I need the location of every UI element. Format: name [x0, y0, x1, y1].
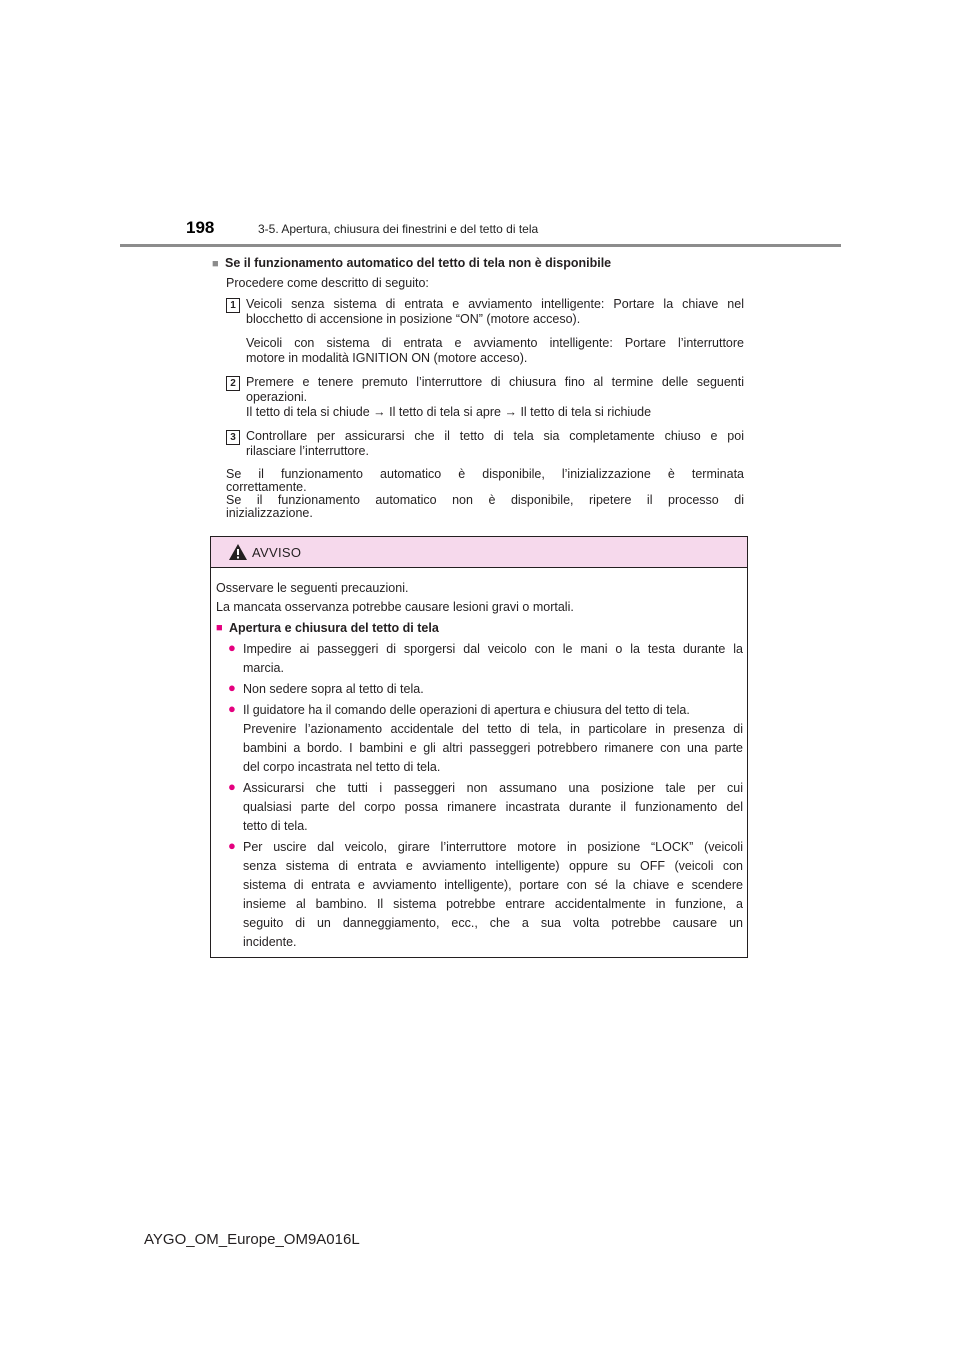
- warning-intro-1: Osservare le seguenti precauzioni.: [216, 581, 409, 595]
- square-bullet-icon: ■: [216, 622, 223, 634]
- step-1-text: [246, 297, 744, 327]
- bullet-dot-icon: ●: [228, 838, 236, 853]
- heading-text: Se il funzionamento automatico del tetto di tela non è disponibile: [225, 256, 612, 270]
- warning-header: [211, 537, 747, 568]
- warning-subheading: Apertura e chiusura del tetto di tela: [229, 621, 439, 635]
- bullet-4-line-3: tetto di tela.: [243, 819, 308, 833]
- step-1-line-1: Veicoli senza sistema di entrata e avviamento intelligente: Portare la chiave nel: [246, 297, 744, 311]
- step-2-text: [246, 375, 744, 420]
- page-number: 198: [186, 218, 215, 237]
- outro-line-4: inizializzazione.: [226, 506, 313, 520]
- section-title: 3-5. Apertura, chiusura dei finestrini e del tetto di tela: [258, 222, 539, 236]
- bullet-3-line-3: bambini a bordo. I bambini e gli altri passeggeri potrebbero rimanere con una parte: [243, 741, 743, 755]
- intro-text: Procedere come descritto di seguito:: [226, 276, 429, 290]
- step-3-line-2: rilasciare l’interruttore.: [246, 444, 369, 458]
- step-2-line-2: operazioni.: [246, 390, 308, 404]
- bullet-1-line-2: marcia.: [243, 661, 284, 675]
- warning-bullet-5: [243, 838, 743, 952]
- warning-bullet-4: [243, 779, 743, 836]
- step-1-alt-text: [246, 336, 744, 366]
- bullet-1-line-1: Impedire ai passeggeri di sporgersi dal veicolo con le mani o la testa durante la: [243, 642, 743, 656]
- bullet-3-line-1: Il guidatore ha il comando delle operazioni di apertura e chiusura del tetto di tela.: [243, 703, 690, 717]
- square-bullet-icon: ■: [212, 258, 219, 270]
- outro-line-1: Se il funzionamento automatico è disponibile, l’inizializzazione è terminata: [226, 467, 744, 481]
- step-2-line-1: Premere e tenere premuto l’interruttore di chiusura fino al termine delle seguenti: [246, 375, 744, 389]
- outro-line-2: correttamente.: [226, 480, 307, 494]
- step-1-line-2: blocchetto di accensione in posizione “ON” (motore acceso).: [246, 312, 581, 326]
- warning-bullet-1: [243, 640, 743, 678]
- bullet-4-line-2: qualsiasi parte del corpo possa rimanere incastrata durante il funzionamento del: [243, 800, 743, 814]
- section-heading: [212, 256, 611, 272]
- bullet-dot-icon: ●: [228, 701, 236, 716]
- warning-bullet-3: [243, 701, 743, 777]
- bullet-5-line-4: insieme al bambino. Il sistema potrebbe entrare accidentalmente in funzione, a: [243, 897, 743, 911]
- step-number-2: 2: [226, 376, 240, 391]
- step-1-line-3: Veicoli con sistema di entrata e avviamento intelligente: Portare l’interruttore: [246, 336, 744, 350]
- bullet-5-line-1: Per uscire dal veicolo, girare l’interruttore motore in posizione “LOCK” (veicoli: [243, 840, 743, 854]
- warning-box: [210, 536, 748, 958]
- bullet-dot-icon: ●: [228, 680, 236, 695]
- warning-title: AVVISO: [252, 545, 302, 560]
- step-number-1: 1: [226, 298, 240, 313]
- outro-text: [226, 468, 744, 520]
- warning-bullet-2: [243, 680, 743, 699]
- bullet-2-line-1: Non sedere sopra al tetto di tela.: [243, 682, 424, 696]
- bullet-4-line-1: Assicurarsi che tutti i passeggeri non assumano una posizione tale per cui: [243, 781, 743, 795]
- bullet-dot-icon: ●: [228, 640, 236, 655]
- warning-triangle-icon: [228, 543, 248, 561]
- bullet-5-line-3: sistema di entrata e avviamento intelligente), portare con sé la chiave e scendere: [243, 878, 743, 892]
- bullet-3-line-2: Prevenire l’azionamento accidentale del tetto di tela, in particolare in presenza di: [243, 722, 743, 736]
- step-1-line-4: motore in modalità IGNITION ON (motore acceso).: [246, 351, 528, 365]
- bullet-5-line-2: senza sistema di entrata e avviamento intelligente) oppure su OFF (veicoli con: [243, 859, 743, 873]
- bullet-dot-icon: ●: [228, 779, 236, 794]
- outro-line-3: Se il funzionamento automatico non è disponibile, ripetere il processo di: [226, 493, 744, 507]
- bullet-5-line-6: incidente.: [243, 935, 297, 949]
- step-number-3: 3: [226, 430, 240, 445]
- bullet-5-line-5: seguito di un danneggiamento, ecc., che a sua volta potrebbe causare un: [243, 916, 743, 930]
- document-code: AYGO_OM_Europe_OM9A016L: [144, 1231, 360, 1248]
- step-3-line-1: Controllare per assicurarsi che il tetto di tela sia completamente chiuso e poi: [246, 429, 744, 443]
- step-2-line-3: Il tetto di tela si chiude → Il tetto di tela si apre → Il tetto di tela si richiude: [246, 405, 652, 419]
- header-divider: [120, 244, 841, 247]
- bullet-3-line-4: del corpo incastrata nel tetto di tela.: [243, 760, 441, 774]
- warning-intro-2: La mancata osservanza potrebbe causare lesioni gravi o mortali.: [216, 600, 574, 614]
- step-3-text: [246, 429, 744, 459]
